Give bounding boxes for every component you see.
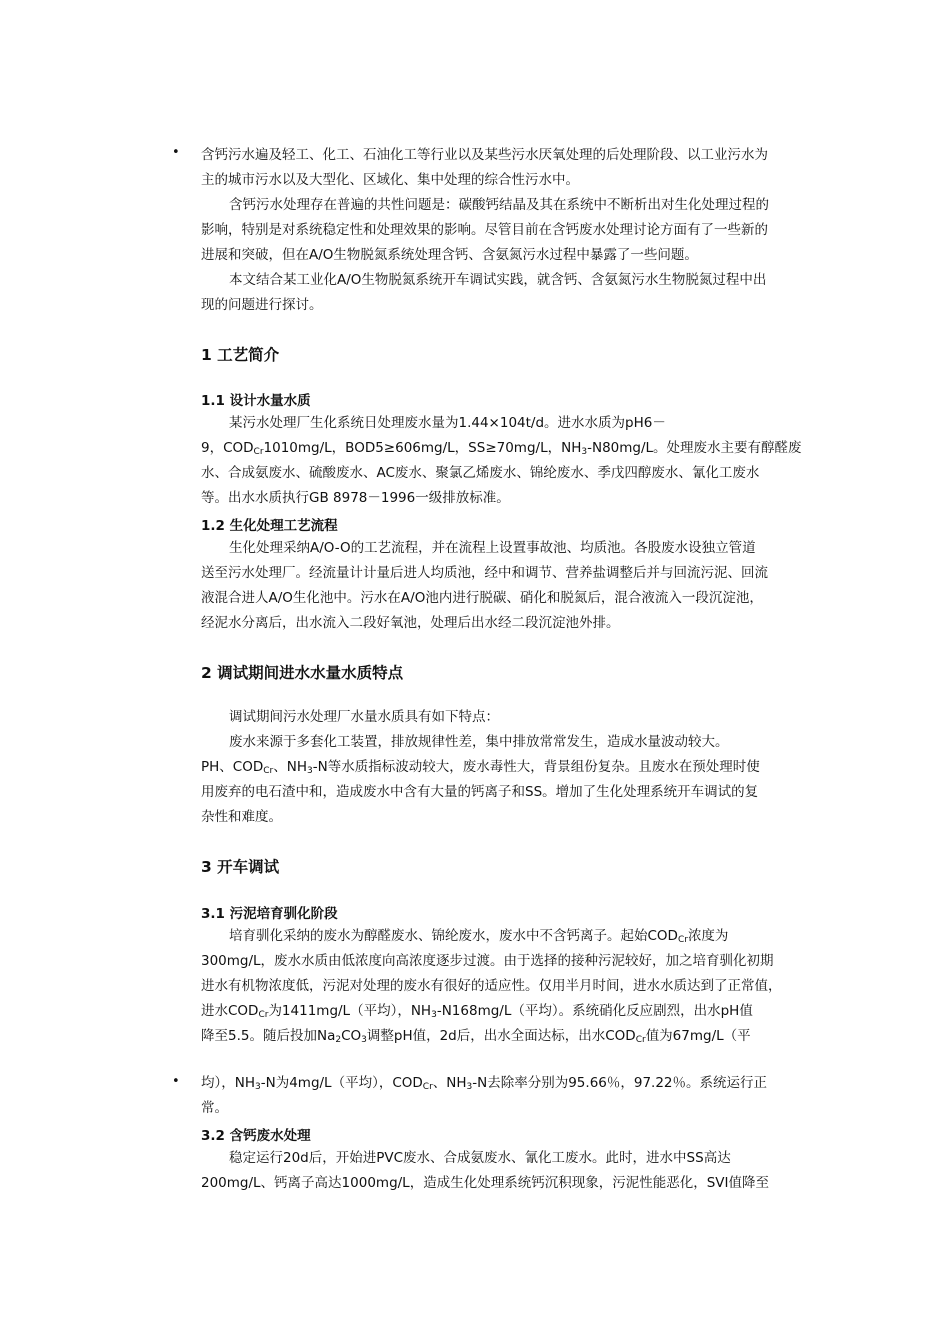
bullet-marker: • bbox=[172, 145, 180, 160]
s12-line2: 送至污水处理厂。经流量计计量后进人均质池，经中和调节、营养盐调整后并与回流污泥、回流 bbox=[201, 565, 768, 581]
s31-line7: 常。 bbox=[201, 1100, 228, 1116]
section-3-1-heading: 3.1 污泥培育驯化阶段 bbox=[201, 906, 338, 922]
s31-line4: 进水$COD_{Cr}$为1411mg/L（平均），$NH_3-N168mg/L$（平均）。系统硝化反应剧烈，出水pH值 bbox=[201, 1003, 753, 1020]
intro-p2-line3: 进展和突破，但在A/O生物脱氮系统处理含钙、含氨氮污水过程中暴露了一些问题。 bbox=[201, 247, 698, 263]
s2-line1: 调试期间污水处理厂水量水质具有如下特点： bbox=[229, 709, 499, 725]
s2-line4: 用废弃的电石渣中和，造成废水中含有大量的钙离子和SS。增加了生化处理系统开车调试的复 bbox=[201, 784, 759, 800]
section-3-heading: 3 开车调试 bbox=[201, 858, 280, 876]
s31-line1: 培育驯化采纳的废水为醇醛废水、锦纶废水，废水中不含钙离子。起始$COD_{Cr}$浓度为 bbox=[229, 928, 729, 945]
intro-p3-line1: 本文结合某工业化A/O生物脱氮系统开车调试实践，就含钙、含氨氮污水生物脱氮过程中出 bbox=[229, 272, 767, 288]
s12-line4: 经泥水分离后，出水流入二段好氧池，处理后出水经二段沉淀池外排。 bbox=[201, 615, 620, 631]
s2-line2: 废水来源于多套化工装置，排放规律性差，集中排放常常发生，造成水量波动较大。 bbox=[229, 734, 729, 750]
s11-line2: 9，$COD_{Cr}1010mg/L$，BOD5≥606mg/L，SS≥70mg/L，$NH_3-N80mg/L$。处理废水主要有醇醛废 bbox=[201, 440, 802, 457]
s2-line3: PH、$COD_{Cr}$、$NH_3-N$等水质指标波动较大，废水毒性大，背景组份复杂。且废水在预处理时使 bbox=[201, 759, 760, 776]
s31-line3: 进水有机物浓度低，污泥对处理的废水有很好的适应性。仅用半月时间，进水水质达到了正常值， bbox=[201, 978, 782, 994]
s12-line1: 生化处理采纳A/O-O的工艺流程，并在流程上设置事故池、均质池。各股废水设独立管道 bbox=[229, 540, 756, 556]
s12-line3: 液混合进人A/O生化池中。污水在A/O池内进行脱碳、硝化和脱氮后，混合液流入一段沉淀池， bbox=[201, 590, 763, 606]
s11-line3: 水、合成氨废水、硫酸废水、AC废水、聚氯乙烯废水、锦纶废水、季戊四醇废水、氰化工废水 bbox=[201, 465, 760, 481]
intro-p3-line2: 现的问题进行探讨。 bbox=[201, 297, 323, 313]
s11-line4: 等。出水水质执行GB 8978－1996一级排放标准。 bbox=[201, 490, 510, 506]
s32-line2: 200mg/L、钙离子高达1000mg/L，造成生化处理系统钙沉积现象，污泥性能恶化，SVI值降至 bbox=[201, 1175, 769, 1191]
section-1-2-heading: 1.2 生化处理工艺流程 bbox=[201, 518, 338, 534]
s31-line5: 降至5.5。随后投加$Na_2CO_3$调整pH值，2d后，出水全面达标，出水$COD_{Cr}$值为67mg/L（平 bbox=[201, 1028, 751, 1045]
intro-p1-line1: 含钙污水遍及轻工、化工、石油化工等行业以及某些污水厌氧处理的后处理阶段、以工业污水为 bbox=[201, 147, 768, 163]
section-2-heading: 2 调试期间进水水量水质特点 bbox=[201, 664, 404, 682]
intro-p2-line1: 含钙污水处理存在普遍的共性问题是：碳酸钙结晶及其在系统中不断析出对生化处理过程的 bbox=[229, 197, 769, 213]
section-1-heading: 1 工艺简介 bbox=[201, 346, 280, 364]
section-3-2-heading: 3.2 含钙废水处理 bbox=[201, 1128, 311, 1144]
bullet-marker-2: • bbox=[172, 1074, 180, 1089]
s32-line1: 稳定运行20d后，开始进PVC废水、合成氨废水、氰化工废水。此时，进水中SS高达 bbox=[229, 1150, 731, 1166]
section-1-1-heading: 1.1 设计水量水质 bbox=[201, 393, 311, 409]
intro-p1-line2: 主的城市污水以及大型化、区域化、集中处理的综合性污水中。 bbox=[201, 172, 579, 188]
s11-line1: 某污水处理厂生化系统日处理废水量为1.44×104t/d。进水水质为pH6－ bbox=[229, 415, 666, 431]
intro-p2-line2: 影响，特别是对系统稳定性和处理效果的影响。尽管目前在含钙废水处理讨论方面有了一些新的 bbox=[201, 222, 768, 238]
s2-line5: 杂性和难度。 bbox=[201, 809, 282, 825]
s31-line2: 300mg/L，废水水质由低浓度向高浓度逐步过渡。由于选择的接种污泥较好，加之培育驯化初期 bbox=[201, 953, 774, 969]
s31-line6: 均），$NH_3-N$为4mg/L（平均），$COD_{Cr}$、$NH_3-N$去除率分别为95.66％，97.22％。系统运行正 bbox=[201, 1075, 768, 1092]
